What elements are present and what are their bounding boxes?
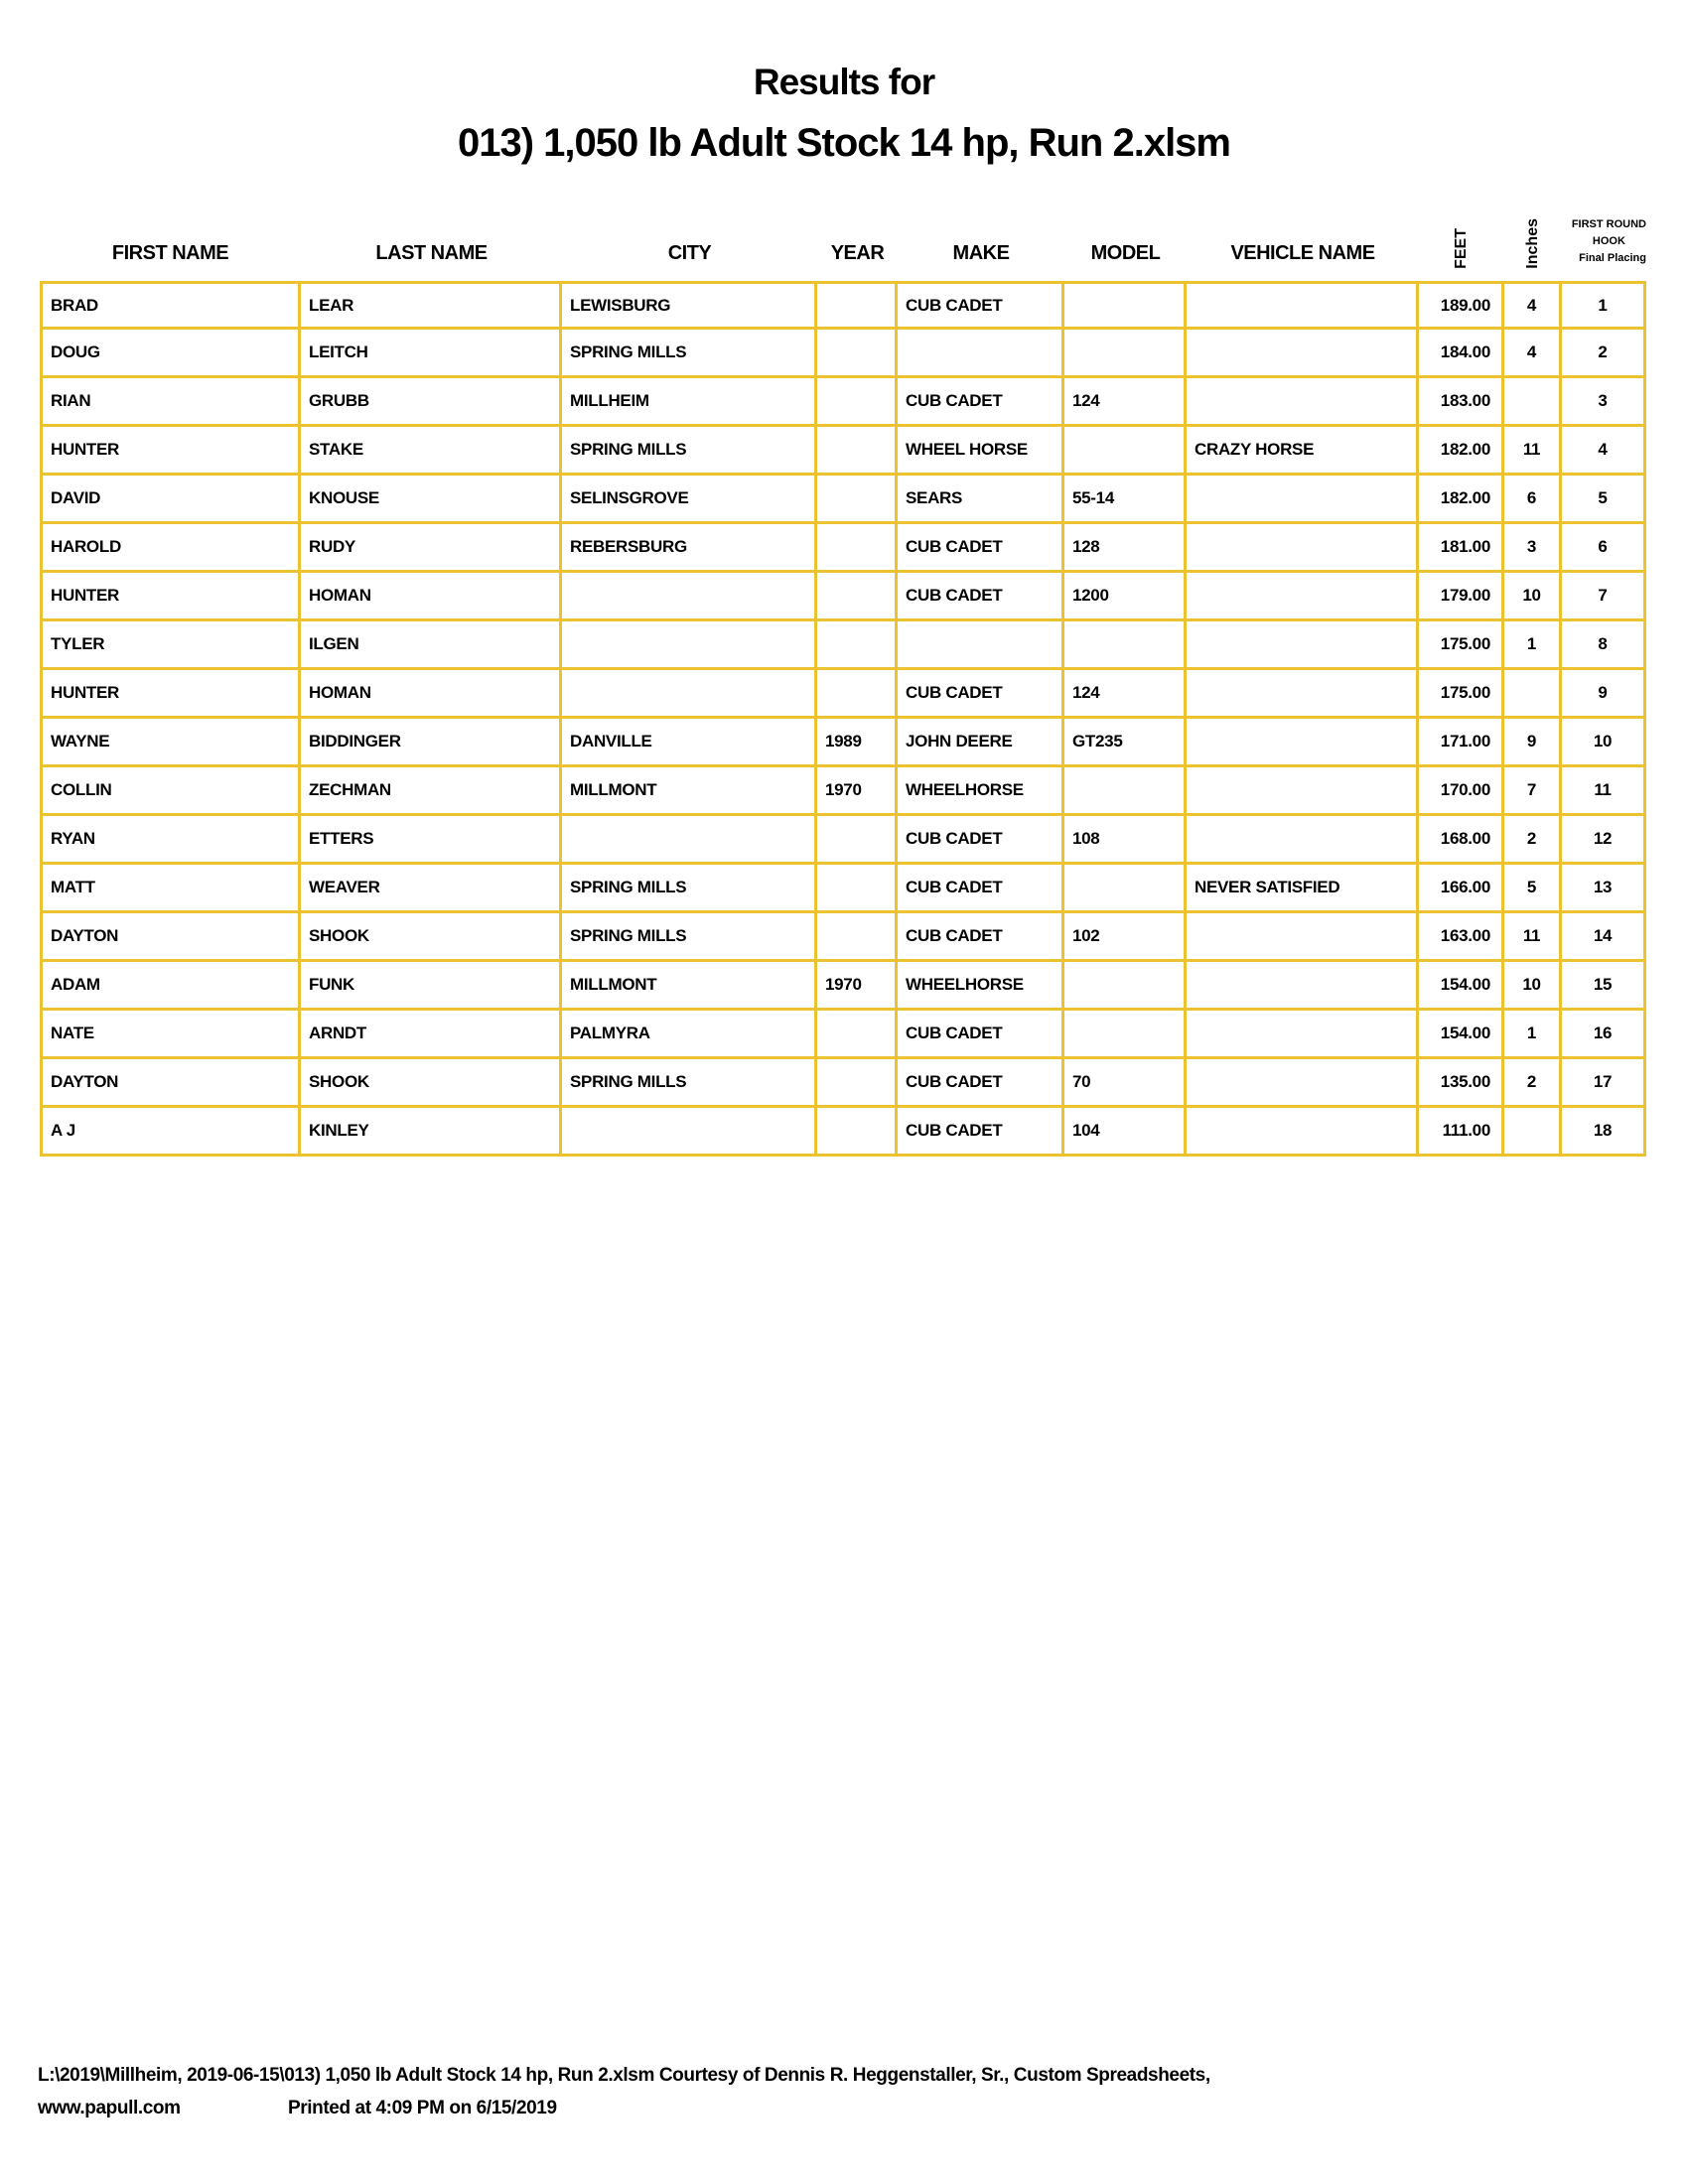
cell-vehicle-name <box>1187 621 1419 670</box>
cell-feet: 170.00 <box>1419 767 1504 816</box>
cell-city <box>562 816 817 865</box>
cell-last-name: STAKE <box>301 427 562 476</box>
cell-feet: 135.00 <box>1419 1059 1504 1108</box>
cell-placing: 15 <box>1562 962 1646 1011</box>
cell-inches: 5 <box>1504 865 1562 913</box>
cell-feet: 166.00 <box>1419 865 1504 913</box>
cell-model <box>1064 427 1187 476</box>
cell-feet: 175.00 <box>1419 621 1504 670</box>
cell-last-name: RUDY <box>301 524 562 573</box>
cell-city: PALMYRA <box>562 1011 817 1059</box>
cell-inches: 4 <box>1504 281 1562 330</box>
cell-placing: 6 <box>1562 524 1646 573</box>
cell-placing: 13 <box>1562 865 1646 913</box>
cell-model <box>1064 621 1187 670</box>
cell-make: JOHN DEERE <box>898 719 1064 767</box>
cell-year <box>817 524 898 573</box>
cell-model: 124 <box>1064 378 1187 427</box>
cell-first-name: MATT <box>40 865 301 913</box>
cell-year <box>817 330 898 378</box>
cell-placing: 11 <box>1562 767 1646 816</box>
cell-model: 124 <box>1064 670 1187 719</box>
cell-vehicle-name <box>1187 378 1419 427</box>
cell-city <box>562 670 817 719</box>
cell-vehicle-name <box>1187 913 1419 962</box>
cell-feet: 179.00 <box>1419 573 1504 621</box>
cell-vehicle-name: CRAZY HORSE <box>1187 427 1419 476</box>
cell-city: DANVILLE <box>562 719 817 767</box>
cell-vehicle-name <box>1187 670 1419 719</box>
column-header-label: FEET <box>1453 228 1470 269</box>
cell-model: 70 <box>1064 1059 1187 1108</box>
column-header-first-name <box>40 194 301 281</box>
cell-last-name: HOMAN <box>301 670 562 719</box>
cell-placing: 7 <box>1562 573 1646 621</box>
cell-last-name: LEITCH <box>301 330 562 378</box>
cell-year: 1970 <box>817 767 898 816</box>
cell-feet: 154.00 <box>1419 1011 1504 1059</box>
column-header-city <box>562 194 817 281</box>
cell-inches <box>1504 1108 1562 1157</box>
cell-city: SPRING MILLS <box>562 913 817 962</box>
cell-first-name: RIAN <box>40 378 301 427</box>
cell-inches: 10 <box>1504 962 1562 1011</box>
cell-make: CUB CADET <box>898 573 1064 621</box>
cell-year <box>817 1011 898 1059</box>
cell-year: 1970 <box>817 962 898 1011</box>
column-header-label: YEAR <box>830 242 885 264</box>
page-title: Results for <box>753 62 935 102</box>
column-header-subtitle: Final Placing <box>1579 251 1646 264</box>
cell-feet: 175.00 <box>1419 670 1504 719</box>
cell-make: CUB CADET <box>898 816 1064 865</box>
cell-year <box>817 913 898 962</box>
cell-vehicle-name <box>1187 1059 1419 1108</box>
cell-first-name: RYAN <box>40 816 301 865</box>
cell-last-name: KINLEY <box>301 1108 562 1157</box>
cell-first-name: WAYNE <box>40 719 301 767</box>
cell-vehicle-name <box>1187 767 1419 816</box>
column-header-feet <box>1419 194 1504 281</box>
cell-last-name: ZECHMAN <box>301 767 562 816</box>
cell-model: 102 <box>1064 913 1187 962</box>
cell-make: WHEEL HORSE <box>898 427 1064 476</box>
column-header-label: VEHICLE NAME <box>1230 242 1375 264</box>
column-header-label: Inches <box>1524 218 1541 269</box>
cell-last-name: SHOOK <box>301 1059 562 1108</box>
cell-year <box>817 1108 898 1157</box>
cell-make <box>898 621 1064 670</box>
cell-first-name: HUNTER <box>40 670 301 719</box>
cell-make: WHEELHORSE <box>898 767 1064 816</box>
cell-first-name: TYLER <box>40 621 301 670</box>
cell-year <box>817 476 898 524</box>
page-footer <box>38 2065 1666 2121</box>
cell-last-name: BIDDINGER <box>301 719 562 767</box>
cell-make: CUB CADET <box>898 281 1064 330</box>
cell-inches: 2 <box>1504 1059 1562 1108</box>
cell-vehicle-name <box>1187 573 1419 621</box>
cell-city: MILLMONT <box>562 962 817 1011</box>
cell-last-name: KNOUSE <box>301 476 562 524</box>
cell-last-name: SHOOK <box>301 913 562 962</box>
cell-last-name: FUNK <box>301 962 562 1011</box>
cell-inches: 11 <box>1504 913 1562 962</box>
cell-last-name: ETTERS <box>301 816 562 865</box>
cell-inches: 1 <box>1504 1011 1562 1059</box>
cell-make: CUB CADET <box>898 670 1064 719</box>
cell-vehicle-name <box>1187 962 1419 1011</box>
footer-website: www.papull.com <box>38 2098 181 2118</box>
cell-vehicle-name <box>1187 1011 1419 1059</box>
cell-make: CUB CADET <box>898 865 1064 913</box>
cell-inches: 1 <box>1504 621 1562 670</box>
column-header-inches <box>1504 194 1562 281</box>
cell-inches: 9 <box>1504 719 1562 767</box>
cell-inches <box>1504 378 1562 427</box>
cell-model: 104 <box>1064 1108 1187 1157</box>
cell-feet: 189.00 <box>1419 281 1504 330</box>
cell-city: SPRING MILLS <box>562 1059 817 1108</box>
cell-placing: 1 <box>1562 281 1646 330</box>
cell-year <box>817 670 898 719</box>
cell-placing: 9 <box>1562 670 1646 719</box>
cell-model: 128 <box>1064 524 1187 573</box>
cell-inches: 3 <box>1504 524 1562 573</box>
cell-model: 108 <box>1064 816 1187 865</box>
cell-last-name: ARNDT <box>301 1011 562 1059</box>
cell-model <box>1064 330 1187 378</box>
cell-feet: 182.00 <box>1419 476 1504 524</box>
cell-placing: 16 <box>1562 1011 1646 1059</box>
cell-first-name: DAYTON <box>40 1059 301 1108</box>
cell-year <box>817 1059 898 1108</box>
cell-vehicle-name <box>1187 281 1419 330</box>
cell-placing: 5 <box>1562 476 1646 524</box>
column-header-label: MAKE <box>952 242 1010 264</box>
cell-make: CUB CADET <box>898 1108 1064 1157</box>
column-header-label: MODEL <box>1090 242 1161 264</box>
cell-first-name: DAYTON <box>40 913 301 962</box>
table-header-row <box>40 194 1646 281</box>
cell-vehicle-name <box>1187 330 1419 378</box>
column-header-label: CITY <box>667 242 712 264</box>
cell-city: REBERSBURG <box>562 524 817 573</box>
cell-vehicle-name: NEVER SATISFIED <box>1187 865 1419 913</box>
cell-year <box>817 573 898 621</box>
cell-city: LEWISBURG <box>562 281 817 330</box>
cell-make: CUB CADET <box>898 913 1064 962</box>
cell-model <box>1064 962 1187 1011</box>
cell-last-name: LEAR <box>301 281 562 330</box>
cell-feet: 154.00 <box>1419 962 1504 1011</box>
cell-placing: 10 <box>1562 719 1646 767</box>
cell-first-name: NATE <box>40 1011 301 1059</box>
cell-model <box>1064 1011 1187 1059</box>
cell-inches: 6 <box>1504 476 1562 524</box>
cell-inches: 11 <box>1504 427 1562 476</box>
cell-vehicle-name <box>1187 816 1419 865</box>
cell-city <box>562 573 817 621</box>
cell-city: SPRING MILLS <box>562 865 817 913</box>
cell-year <box>817 378 898 427</box>
cell-city: MILLHEIM <box>562 378 817 427</box>
cell-placing: 18 <box>1562 1108 1646 1157</box>
cell-placing: 14 <box>1562 913 1646 962</box>
column-header-label: LAST NAME <box>375 242 488 264</box>
cell-feet: 182.00 <box>1419 427 1504 476</box>
cell-city: SPRING MILLS <box>562 330 817 378</box>
cell-model <box>1064 865 1187 913</box>
cell-make <box>898 330 1064 378</box>
footer-printed-timestamp: Printed at 4:09 PM on 6/15/2019 <box>288 2098 557 2118</box>
cell-vehicle-name <box>1187 719 1419 767</box>
cell-feet: 184.00 <box>1419 330 1504 378</box>
cell-placing: 8 <box>1562 621 1646 670</box>
page-subtitle-filename: 013) 1,050 lb Adult Stock 14 hp, Run 2.xlsm <box>458 121 1230 165</box>
cell-feet: 111.00 <box>1419 1108 1504 1157</box>
cell-year <box>817 281 898 330</box>
cell-first-name: BRAD <box>40 281 301 330</box>
cell-last-name: GRUBB <box>301 378 562 427</box>
cell-city <box>562 621 817 670</box>
cell-year <box>817 427 898 476</box>
cell-feet: 171.00 <box>1419 719 1504 767</box>
cell-year <box>817 621 898 670</box>
cell-vehicle-name <box>1187 476 1419 524</box>
cell-vehicle-name <box>1187 1108 1419 1157</box>
cell-placing: 4 <box>1562 427 1646 476</box>
cell-model: 1200 <box>1064 573 1187 621</box>
cell-model <box>1064 767 1187 816</box>
cell-first-name: HUNTER <box>40 573 301 621</box>
column-header-placing <box>1562 194 1646 281</box>
cell-inches: 10 <box>1504 573 1562 621</box>
cell-make: CUB CADET <box>898 524 1064 573</box>
cell-feet: 163.00 <box>1419 913 1504 962</box>
cell-first-name: A J <box>40 1108 301 1157</box>
cell-inches: 7 <box>1504 767 1562 816</box>
cell-year <box>817 816 898 865</box>
cell-year: 1989 <box>817 719 898 767</box>
column-header-title: FIRST ROUND HOOK <box>1571 217 1646 247</box>
cell-last-name: HOMAN <box>301 573 562 621</box>
cell-last-name: WEAVER <box>301 865 562 913</box>
cell-city: SELINSGROVE <box>562 476 817 524</box>
cell-make: CUB CADET <box>898 378 1064 427</box>
cell-inches: 4 <box>1504 330 1562 378</box>
column-header-year <box>817 194 898 281</box>
cell-inches: 2 <box>1504 816 1562 865</box>
cell-first-name: HUNTER <box>40 427 301 476</box>
cell-city: SPRING MILLS <box>562 427 817 476</box>
column-header-last-name <box>301 194 562 281</box>
cell-make: WHEELHORSE <box>898 962 1064 1011</box>
table-body <box>40 281 1646 1157</box>
cell-first-name: HAROLD <box>40 524 301 573</box>
cell-last-name: ILGEN <box>301 621 562 670</box>
results-table <box>40 194 1646 1157</box>
cell-city <box>562 1108 817 1157</box>
cell-vehicle-name <box>1187 524 1419 573</box>
cell-city: MILLMONT <box>562 767 817 816</box>
cell-placing: 2 <box>1562 330 1646 378</box>
cell-model: GT235 <box>1064 719 1187 767</box>
cell-first-name: DOUG <box>40 330 301 378</box>
cell-year <box>817 865 898 913</box>
footer-file-path: L:\2019\Millheim, 2019-06-15\013) 1,050 lb Adult Stock 14 hp, Run 2.xlsm Courtesy of Dennis R. Heggenstaller, Sr., Custom Spreadsheets, <box>38 2065 1210 2086</box>
cell-placing: 3 <box>1562 378 1646 427</box>
cell-feet: 168.00 <box>1419 816 1504 865</box>
cell-feet: 181.00 <box>1419 524 1504 573</box>
cell-placing: 12 <box>1562 816 1646 865</box>
cell-make: CUB CADET <box>898 1059 1064 1108</box>
cell-first-name: DAVID <box>40 476 301 524</box>
cell-placing: 17 <box>1562 1059 1646 1108</box>
column-header-vehicle-name <box>1187 194 1419 281</box>
cell-first-name: COLLIN <box>40 767 301 816</box>
cell-inches <box>1504 670 1562 719</box>
cell-model: 55-14 <box>1064 476 1187 524</box>
cell-model <box>1064 281 1187 330</box>
column-header-make <box>898 194 1064 281</box>
cell-make: SEARS <box>898 476 1064 524</box>
column-header-model <box>1064 194 1187 281</box>
cell-first-name: ADAM <box>40 962 301 1011</box>
cell-feet: 183.00 <box>1419 378 1504 427</box>
cell-make: CUB CADET <box>898 1011 1064 1059</box>
column-header-label: FIRST NAME <box>111 242 229 264</box>
footer-line2 <box>38 2098 1666 2121</box>
